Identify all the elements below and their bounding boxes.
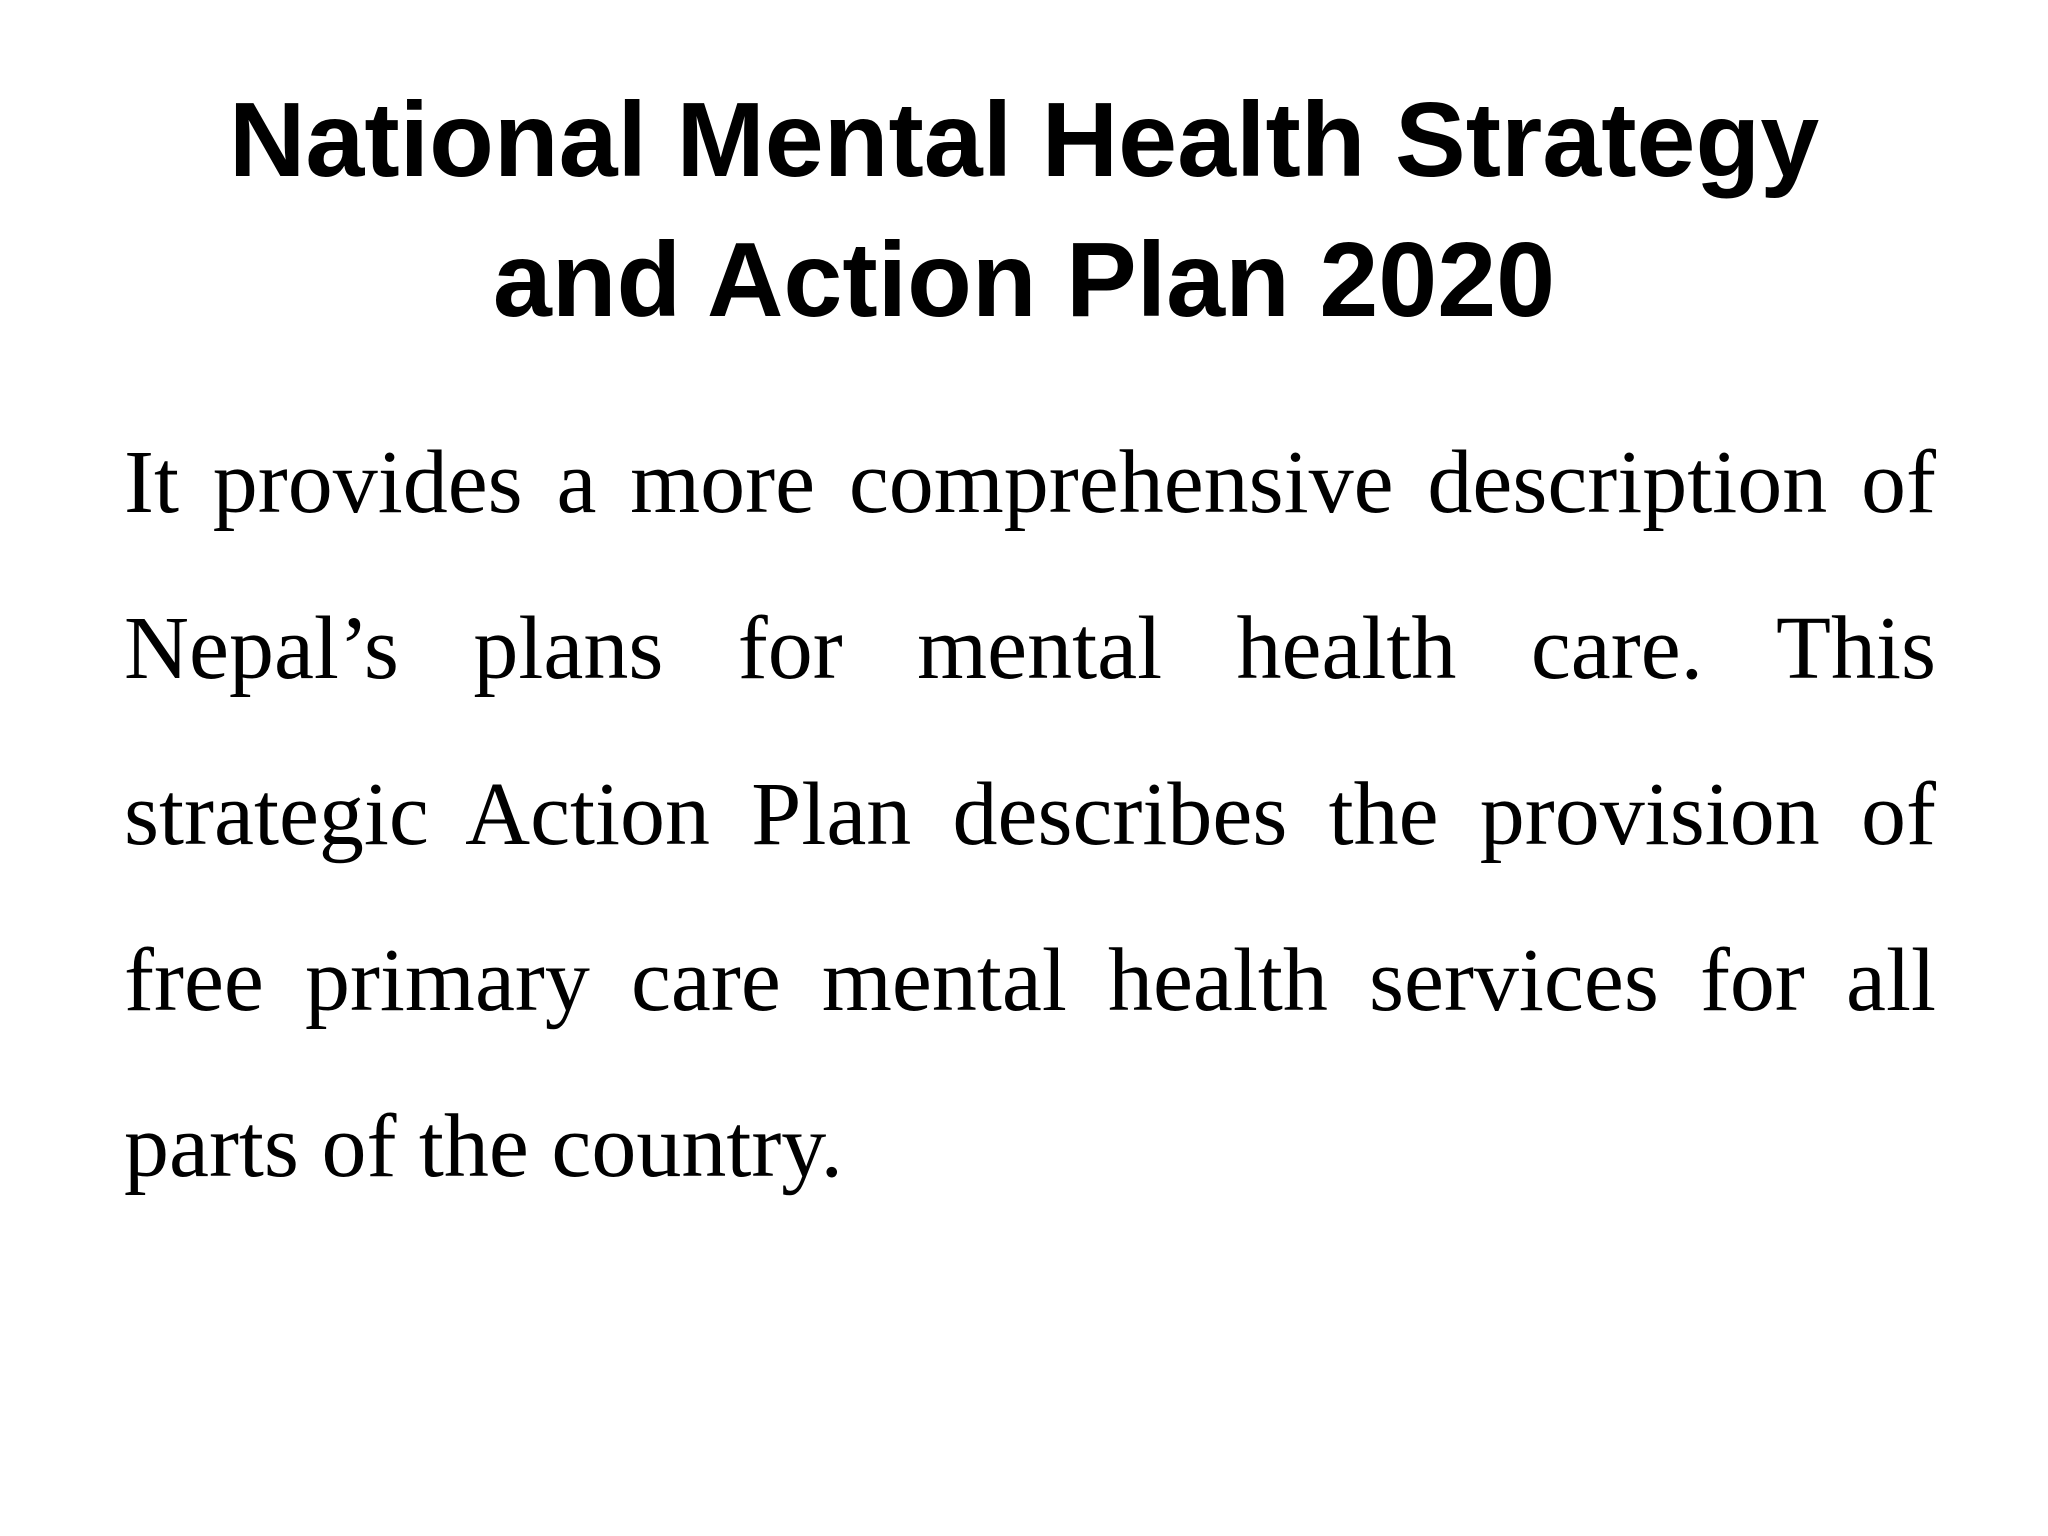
body-line: strategic Action Plan describes the provision of xyxy=(124,765,1936,864)
body-line: It provides a more comprehensive description of xyxy=(124,433,1936,532)
body-line: parts of the country. xyxy=(124,1097,843,1196)
slide-title xyxy=(100,70,1948,350)
body-line: free primary care mental health services for all xyxy=(124,931,1936,1030)
slide-title-line: National Mental Health Strategy xyxy=(228,81,1820,199)
body-line: Nepal’s plans for mental health care. This xyxy=(124,599,1936,698)
slide-body-text xyxy=(124,400,1936,1230)
slide-title-line: and Action Plan 2020 xyxy=(492,221,1556,339)
